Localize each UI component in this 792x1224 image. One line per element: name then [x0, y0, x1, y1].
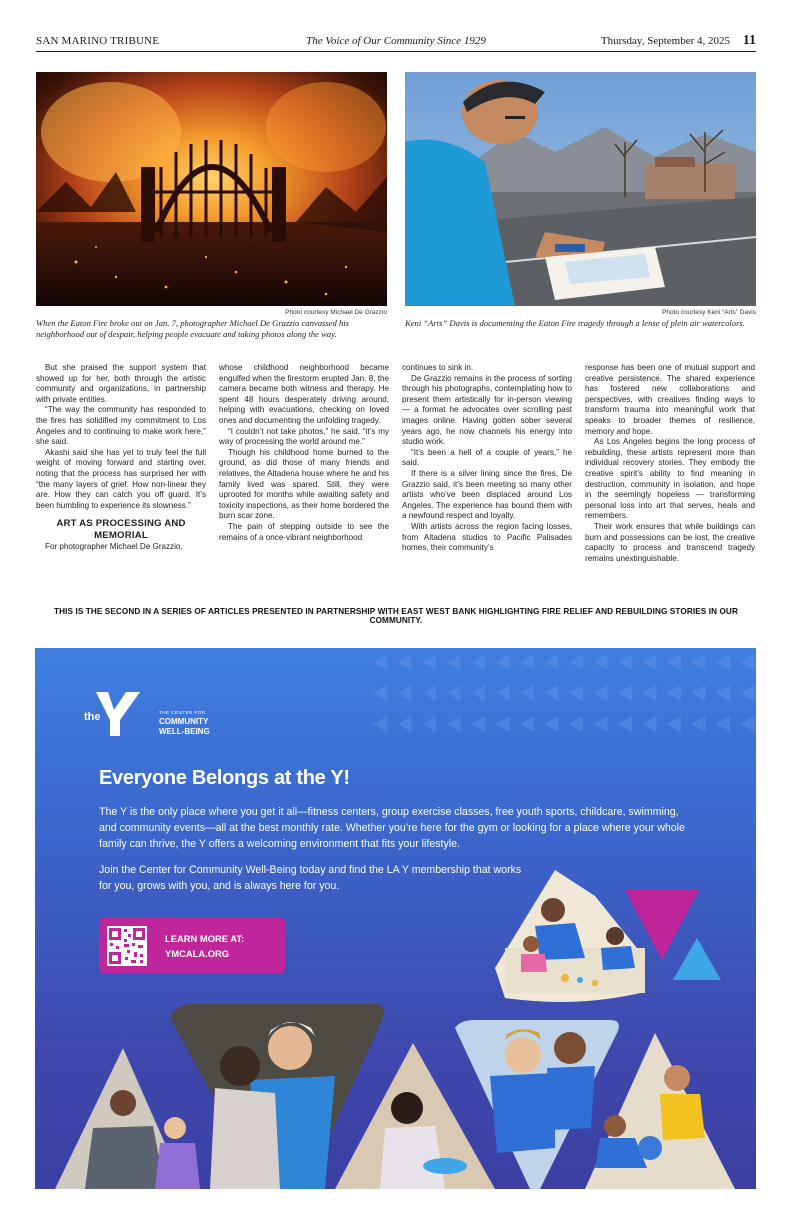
fitness-photo: [585, 1033, 735, 1189]
paragraph: continues to sink in.: [402, 363, 474, 372]
photo-caption: Keni “Arts” Davis is documenting the Eaton Fire tragedy through a lense of plein air watercolors.: [405, 318, 745, 328]
article-column-2: [219, 363, 389, 543]
ad-headline: Everyone Belongs at the Y!: [99, 767, 350, 789]
issue-date: Thursday, September 4, 2025: [600, 35, 730, 47]
paragraph: response has been one of mutual support and creative persistence. The shared experience has fostered new collaborations and perspectives, with creatives finding ways to transform trauma into meaningful work that speaks to broader themes of resilience, memory and hope.: [585, 363, 755, 436]
photo-collage: [35, 648, 756, 1189]
painter-photo: [405, 72, 756, 306]
photo-credit: Photo courtesy Keni “Arts” Davis: [662, 309, 756, 316]
paragraph: “It’s been a hell of a couple of years,” he said.: [402, 447, 572, 468]
page-number: 11: [742, 33, 756, 48]
paragraph: Akashi said she has yet to truly feel the full weight of moving forward and starting over, noting that the process has surprised her with “the many layers of grief. How non-linear they are. How they can catch you off guard. It’s been humbling to experience its slowness.”: [36, 447, 206, 510]
paper-slogan: The Voice of Our Community Since 1929: [306, 35, 486, 47]
logo-subtitle: THE CENTER FOR: [159, 710, 206, 715]
section-subhead: ART AS PROCESSING AND MEMORIAL: [56, 518, 186, 541]
ad-body-2: Join the Center for Community Well-Being today and find the LA Y membership that works for you, grows with you, and is always here for you.: [99, 864, 522, 892]
logo-the: the: [84, 711, 101, 723]
paragraph: Though his childhood home burned to the ground, as did those of many friends and relatives, the Altadena house where he and his family lived was spared. Still, they were uprooted for months while awaiting safety and toxicity inspections, as their home bordered the burn scar zone.: [219, 447, 389, 521]
paragraph: But she praised the support system that showed up for her, both through the artistic community and organizations, in partnership with private entities.: [36, 363, 206, 404]
paragraph: With artists across the region facing losses, from Altadena studios to Pacific Palisades homes, their community’s: [402, 521, 572, 553]
cyan-triangle: [673, 938, 721, 980]
paragraph: As Los Angeles begins the long process of rebuilding, these artists represent more than individual recovery stories. They embody the creative spirit’s ability to find meaning in destruction, community in isolation, and hope in the seemingly hopeless — transforming personal loss into art that serves, heals and remembers.: [585, 437, 755, 521]
paper-name: SAN MARINO TRIBUNE: [36, 35, 160, 47]
cta-line-1: LEARN MORE AT:: [165, 933, 245, 944]
article-column-4: [585, 363, 755, 564]
cta-url[interactable]: YMCALA.ORG: [165, 948, 230, 959]
paragraph: If there is a silver lining since the fires, De Grazzio said, it’s been meeting so many other artists who’ve been displaced around Los Angeles. The experience has bound them with a newfound respect and loyalty.: [402, 468, 572, 521]
series-note: THIS IS THE SECOND IN A SERIES OF ARTICLES PRESENTED IN PARTNERSHIP WITH EAST WEST BANK HIGHLIGHTING FIRE RELIEF AND REBUILDING STORIES IN OUR COMMUNITY.: [54, 607, 738, 625]
logo-title: COMMUNITY WELL-BEING: [159, 717, 210, 736]
fire-photo: [36, 72, 387, 306]
article-column-3: [402, 363, 572, 554]
ymca-advertisement: [35, 648, 756, 1189]
paragraph: For photographer Michael De Grazzio,: [45, 542, 183, 552]
paragraph: “I couldn’t not take photos,” he said, “it’s my way of processing the world around me.”: [219, 426, 389, 447]
paragraph: whose childhood neighborhood became engulfed when the firestorm erupted Jan. 8, the camera became both witness and therapy. He spent 48 hours desperately driving around, helping with evacuations, checking on loved ones and documenting the unfolding tragedy.: [219, 363, 389, 425]
paragraph: “The way the community has responded to the fires has solidified my commitment to Los Angeles and to continuing to make work here,” she said.: [36, 405, 206, 447]
paragraph: The pain of stepping outside to see the remains of a once-vibrant neighborhood: [219, 521, 389, 542]
paragraph: Their work ensures that while buildings can burn and possessions can be lost, the creative capacity to process and transcend tragedy remains unextinguishable.: [585, 521, 755, 563]
paragraph: De Grazzio remains in the process of sorting through his photographs, contemplating how to present them artistically for in-person viewing — a format he advocates over scrolling past images online. Having gotten sober several years ago, he now channels his energy into studio work.: [402, 373, 572, 447]
ad-body: The Y is the only place where you get it all—fitness centers, group exercise classes, free youth sports, childcare, swimming, and community events—all at the best monthly rate. Whether you’re here for the gym or looking for a place where your whole family can thrive, the Y offers a welcoming environment that fits your lifestyle.: [99, 806, 685, 850]
kids-painting-photo: [495, 870, 645, 1002]
photo-credit: Photo courtesy Michael De Grazzio: [285, 309, 387, 316]
article-column-1: [36, 363, 206, 553]
masthead: [36, 33, 756, 52]
photo-caption: When the Eaton Fire broke out on Jan. 7, photographer Michael De Grazzio canvassed his neighborhood out of despair, helping people evacuate and taking photos along the way.: [36, 318, 349, 339]
trainer-photo: [55, 1048, 200, 1189]
